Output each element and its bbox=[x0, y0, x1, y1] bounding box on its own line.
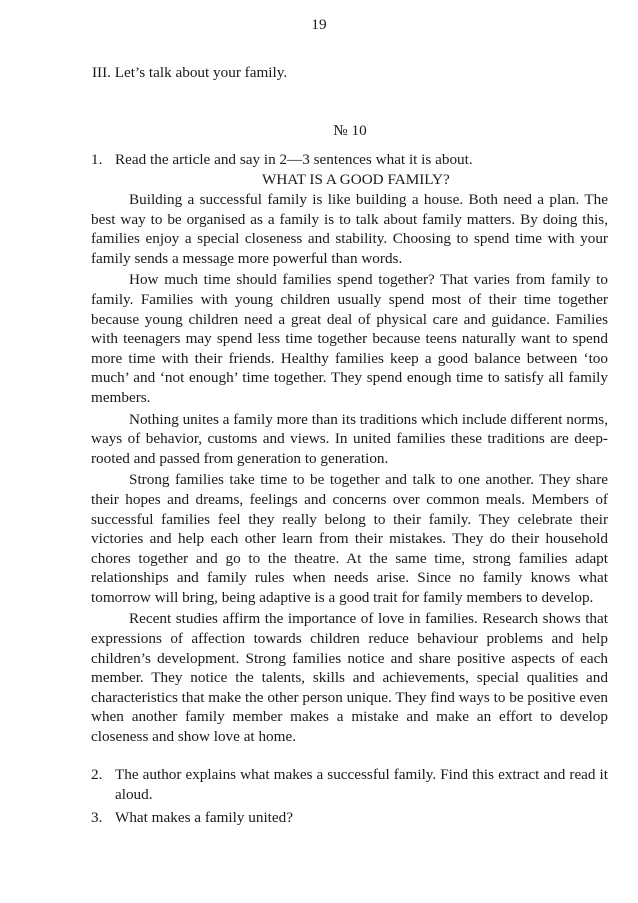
article-paragraph-1 bbox=[91, 190, 608, 268]
article-body bbox=[91, 190, 608, 747]
task-1 bbox=[91, 150, 608, 170]
paragraph-text: Building a successful family is like building a house. Both need a plan. The best way to be organised as a family is to talk about family matters. By doing this, families enjoy a special closeness and stability. Choosing to spend time with your family sends a message more powerful than words. bbox=[91, 191, 608, 267]
question-list bbox=[91, 765, 608, 832]
paragraph-text: How much time should families spend together? That varies from family to family. Families with young children usually spend most of their time together because young children need a great deal of physical care and guidance. Families with teenagers may spend less time together because teens naturally want to spend more time with their friends. Healthy families keep a good balance between ‘too much’ and ‘not enough’ time together. They spend enough time to satisfy all family members. bbox=[91, 271, 608, 406]
exercise-number: № 10 bbox=[333, 122, 367, 139]
question-text: What makes a family united? bbox=[115, 809, 293, 827]
question-text: The author explains what makes a successful family. Find this extract and read it aloud. bbox=[115, 766, 608, 803]
paragraph-text: Strong families take time to be together and talk to one another. They share their hopes and dreams, feelings and concerns over common meals. Members of successful families feel they really belong to their family. They celebrate their victories and help each other learn from their mistakes. They do their household chores together and go to the theatre. At the same time, strong families adapt relationships and family rules when needs arise. Since no family knows what tomorrow will bring, being adaptive is a good trait for family members to develop. bbox=[91, 471, 608, 606]
task-1-number: 1. bbox=[91, 151, 103, 168]
question-number: 3. bbox=[91, 809, 103, 827]
question-3 bbox=[91, 808, 608, 828]
article-paragraph-2 bbox=[91, 270, 608, 407]
page-number: 19 bbox=[311, 16, 327, 33]
task-heading: III. Let’s talk about your family. bbox=[92, 64, 288, 81]
article-paragraph-3 bbox=[91, 410, 608, 469]
paragraph-text: Nothing unites a family more than its traditions which include different norms, ways of behavior, customs and views. In united families these traditions are deep-rooted and passed from generation to generation. bbox=[91, 410, 608, 467]
question-number: 2. bbox=[91, 766, 103, 783]
paragraph-text: Recent studies affirm the importance of love in families. Research shows that expressions of affection towards children reduce behaviour problems and help children’s development. Strong families notice and share positive aspects of each member. They notice the talents, skills and achievements, special qualities and characteristics that make the other person unique. They find ways to be positive even when another family member makes a mistake and make an effort to develop closeness and show love at home. bbox=[91, 610, 608, 746]
question-2 bbox=[91, 765, 608, 804]
article-paragraph-4 bbox=[91, 470, 608, 607]
article-paragraph-5 bbox=[91, 609, 608, 746]
article-title: WHAT IS A GOOD FAMILY? bbox=[262, 171, 450, 188]
task-1-text: Read the article and say in 2—3 sentences what it is about. bbox=[115, 151, 473, 168]
